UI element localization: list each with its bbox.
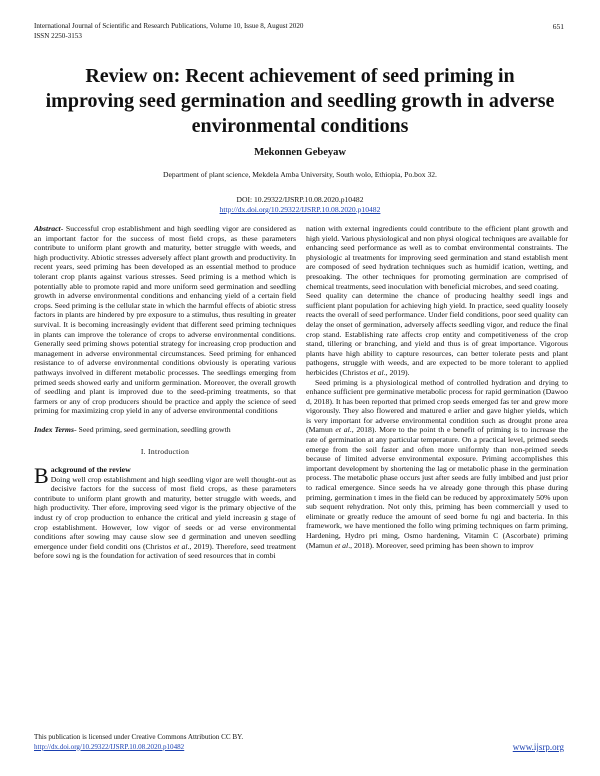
right-p3-tail: ., 2018). Moreover, seed priming has been shown to improv bbox=[348, 540, 534, 550]
doi-text: DOI: 10.29322/IJSRP.10.08.2020.p10482 bbox=[236, 195, 364, 204]
author-affiliation: Department of plant science, Mekdela Amba University, South wolo, Ethiopia, Po.box 32. bbox=[163, 170, 437, 179]
doi-link[interactable]: http://dx.doi.org/10.29322/IJSRP.10.08.2020.p10482 bbox=[219, 205, 381, 214]
journal-header bbox=[34, 22, 303, 41]
right-p3-mid: ., 2018). More to the point th e benefit of priming is to increase the rate of germination at any particular temperature. On a practical level, primed seeds emerge from the soil faster and often more uniformly than non-primed seeds because of limited adverse environmental exposure. Priming accomplishes this important development by shortening the lag or metabolic phase in the germination process. The metabolic phase occurs just after seeds are fully imbibed and just prior to radical emergence. Since seeds ha ve already gone through this phase during priming, germination t imes in the field can be reduced by approximately 50% upon sub sequent rehydration. Not only this, priming has been commerciall y used to eliminate or greatly reduce the amount of seed borne fu ngi and bacteria. In this framework, we have mentioned the follo wing priming techniques on farm priming, Hardening, Hydro pri ming, Osmo hardening, Vitamin C (Ascorbate) priming (Mamun bbox=[306, 425, 568, 550]
right-p2-text: Seed quality can determine the chance of producing healthy seedl ings and sufficient plant population for achieving high yield. In practice, seed quality loosely reacts the overall of seed performance. Under field conditions, poor seed quality can delay the onset of germination, adversely affects seedling vigor, and reduce the final crop stand. Establishing rate affects crop entity and competitiveness of the crop stand, tillering or branching, and yield and thus is of great importance. Vigorous plants have high ability to capture resources, can better tolerate pests and plant pathogens, struggle with weeds, and are expected to be more tolerant to applied herbicides (Christos bbox=[306, 291, 568, 377]
index-terms-label: Index Terms bbox=[34, 424, 74, 434]
right-p3-text: Seed priming is a physiological method of controlled hydration and drying to enhance sufficient pre germinative metabolic process for rapid germination (Dawoo d, 2018). It has been reported that primed crop seeds emerged fas ter and grew more vigorously. They also flowered and matured e arlier and gave higher yields, which is very important for adverse environmental condition such as drought prone area (Mamun bbox=[306, 377, 568, 435]
right-paragraph-3 bbox=[306, 378, 568, 551]
journal-site-link[interactable]: www.ijsrp.org bbox=[512, 742, 564, 752]
right-p2-etal: et al bbox=[370, 367, 384, 377]
intro-text: Doing well crop establishment and high seedling vigor are well thought-out as decisive factors for the success of most field crops, as these parameters contribute to uniform plant growth and maturity, better struggle with weeds, and high productivity. Ther efore, improving seed vigor is the primary objective of the indust ry of crop production to enhance the critical and yield increasin g stage of crop establishment. However, low vigor of seeds or ad verse environmental conditions after sowing may cause slow see d germination and uneven seedling emergence under field conditi ons (Christos bbox=[34, 474, 296, 551]
issn: ISSN 2250-3153 bbox=[34, 31, 82, 40]
abstract-label: Abstract bbox=[34, 224, 61, 233]
abstract-text: - Successful crop establishment and high seedling vigor are considered as an important factor for the success of most field crops, as these parameters contribute to uniform plant growth and maturity, better struggle with weeds, and high productivity. Abiotic stresses adversely affect plant growth and productivity. In recent years, seed priming has been developed as an essential method to produce tolerant crop plants against various stresses. Seed priming is a method which is potentially able to promote rapid and more uniform seed germination and seedling growth in adverse environmental conditions and enhancing yield of a certain field crops. Seed priming is the cellular state in which the harmful effects of abiotic stress factors in plants are hindered by pre exposure to a stimulus, thus resulting in greater survival. It is becoming increasingly evident that different seed priming techniques in plants can improve the tolerance of crops to adverse environmental conditions. Generally seed priming shows potential strategy for increasing crop production and management in adverse environmental circumstances. Seed priming for enhanced resistance to of adverse environmental conditions obviously is operating various pathways involved in different metabolic processes. The seedlings emerging from primed seeds showed early and uniform germination. Moreover, the overall growth of seedling and plant is improved due to the seed-priming treatments, so that farmers or any of crop producers should be practice and apply the science of seed priming for maximizing crop yield in any of adverse environmental conditions bbox=[34, 224, 296, 416]
journal-name: International Journal of Scientific and Research Publications, Volume 10, Issue 8, August 2020 bbox=[34, 22, 304, 30]
intro-paragraph bbox=[34, 465, 296, 561]
doi-block bbox=[0, 195, 600, 215]
license-text: This publication is licensed under Creative Commons Attribution CC BY. bbox=[34, 733, 244, 741]
drop-cap: B bbox=[34, 463, 49, 489]
right-paragraph-1: nation with external ingredients could contribute to the efficient plant growth and high yield. Various physiological and non physi ological techniques are available for enhancing seed performance as well as to combat environmental constraints. The physiologic al treatments for improving seed germination and stand establish ment are composed of seed hydration techniques such as humidif ication, wetting, and presoaking. The other techniques for promoting germination are comprised of chemical treatments, seed inoculation with beneficial microbes, and seed coating. bbox=[306, 224, 569, 291]
page-number: 651 bbox=[552, 22, 564, 31]
index-terms bbox=[34, 425, 296, 435]
intro-text-tail: ., 2019). Therefore, seed treatment before sowi ng is the foundation for activation of seed resources that in combi bbox=[34, 541, 296, 561]
right-paragraph-2 bbox=[306, 291, 568, 377]
abstract bbox=[34, 224, 296, 416]
right-p2-tail: ., 2019). bbox=[383, 367, 410, 377]
page-footer bbox=[34, 733, 243, 752]
left-column bbox=[34, 224, 296, 561]
right-p3-etal: et al bbox=[335, 425, 350, 435]
right-p3-etal-2: et al bbox=[334, 540, 349, 550]
footer-doi-link[interactable]: http://dx.doi.org/10.29322/IJSRP.10.08.2020.p10482 bbox=[34, 742, 185, 751]
index-terms-text: - Seed priming, seed germination, seedling growth bbox=[73, 424, 231, 434]
intro-etal: et al bbox=[173, 541, 188, 551]
author-name: Mekonnen Gebeyaw bbox=[254, 147, 346, 158]
paper-title: Review on: Recent achievement of seed priming in improving seed germination and seedling growth in adverse environmental conditions bbox=[45, 65, 555, 137]
background-subheading: ackground of the review bbox=[50, 465, 131, 475]
section-heading: I. Introduction bbox=[140, 447, 190, 457]
right-column bbox=[306, 224, 568, 550]
